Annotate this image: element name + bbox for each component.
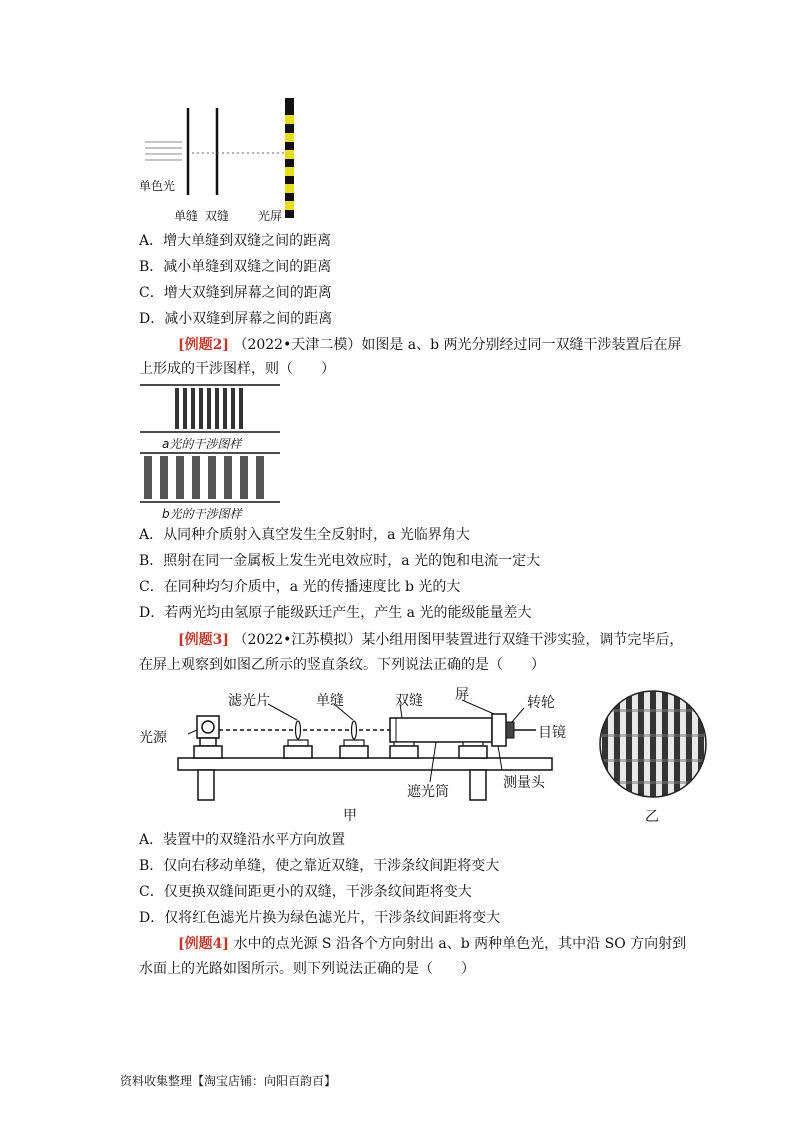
label-filter: 滤光片 <box>228 693 270 709</box>
interference-pattern-b <box>140 452 280 504</box>
apparatus-diagram <box>140 682 570 822</box>
label-single-slit-2: 单缝 <box>316 693 344 709</box>
label-double-slit-2: 双缝 <box>395 693 423 709</box>
q1-option-a: A．增大单缝到双缝之间的距离 <box>139 233 332 249</box>
label-single-slit: 单缝 <box>174 209 199 223</box>
label-screen-2: 屏 <box>455 687 469 703</box>
example4-stem-line1: [例题4] 水中的点光源 S 沿各个方向射出 a、b 两种单色光，其中沿 SO 方向射到 <box>178 936 687 952</box>
example2-tag: [例题2] <box>178 337 229 353</box>
example3-tag: [例题3] <box>178 632 229 648</box>
example2-option-d: D．若两光均由氢原子能级跃迁产生，产生 a 光的能级能量差大 <box>139 605 532 621</box>
footer-text: 资料收集整理【淘宝店铺：向阳百韵百】 <box>120 1074 337 1088</box>
q1-option-d: D．减小双缝到屏幕之间的距离 <box>139 311 333 327</box>
label-light-tube: 遮光筒 <box>407 784 449 800</box>
label-light-source: 光源 <box>139 730 167 746</box>
example2-option-c: C．在同种均匀介质中，a 光的传播速度比 b 光的大 <box>139 579 461 595</box>
example3-option-b: B．仅向右移动单缝，使之靠近双缝，干涉条纹间距将变大 <box>139 858 500 874</box>
example2-option-a: A．从同种介质射入真空发生全反射时，a 光临界角大 <box>139 527 470 543</box>
fringe-pattern-circle <box>598 689 708 799</box>
example3-option-c: C．仅更换双缝间距更小的双缝，干涉条纹间距将变大 <box>139 884 472 900</box>
label-screen: 光屏 <box>258 209 283 223</box>
label-monochromatic-light: 单色光 <box>139 179 176 193</box>
caption-pattern-b: b光的干涉图样 <box>162 507 242 521</box>
example2-stem-line1: [例题2] （2022•天津二模）如图是 a、b 两光分别经过同一双缝干涉装置后在屏 <box>178 337 682 353</box>
example4-stem-line2: 水面上的光路如图所示。则下列说法正确的是（ ） <box>139 961 475 977</box>
example2-option-b: B．照射在同一金属板上发生光电效应时，a 光的饱和电流一定大 <box>139 553 541 569</box>
caption-pattern-a: a光的干涉图样 <box>162 437 242 451</box>
q1-option-c: C．增大双缝到屏幕之间的距离 <box>139 285 332 301</box>
label-figure-yi: 乙 <box>645 809 659 825</box>
example2-stem-line2: 上形成的干涉图样，则（ ） <box>139 361 335 377</box>
double-slit-diagram <box>140 95 305 225</box>
example3-option-d: D．仅将红色滤光片换为绿色滤光片，干涉条纹间距将变大 <box>139 910 501 926</box>
label-eyepiece: 目镜 <box>538 725 566 741</box>
interference-pattern-a <box>140 384 280 434</box>
label-wheel: 转轮 <box>527 695 555 711</box>
example4-tag: [例题4] <box>178 936 229 952</box>
label-figure-jia: 甲 <box>343 808 357 824</box>
example3-stem-line2: 在屏上观察到如图乙所示的竖直条纹。下列说法正确的是（ ） <box>139 657 545 673</box>
label-measuring-head: 测量头 <box>503 775 545 791</box>
example3-stem-line1: [例题3] （2022•江苏模拟）某小组用图甲装置进行双缝干涉实验，调节完毕后， <box>178 632 684 648</box>
label-double-slit: 双缝 <box>205 209 230 223</box>
q1-option-b: B．减小单缝到双缝之间的距离 <box>139 259 332 275</box>
example3-option-a: A．装置中的双缝沿水平方向放置 <box>139 832 346 848</box>
